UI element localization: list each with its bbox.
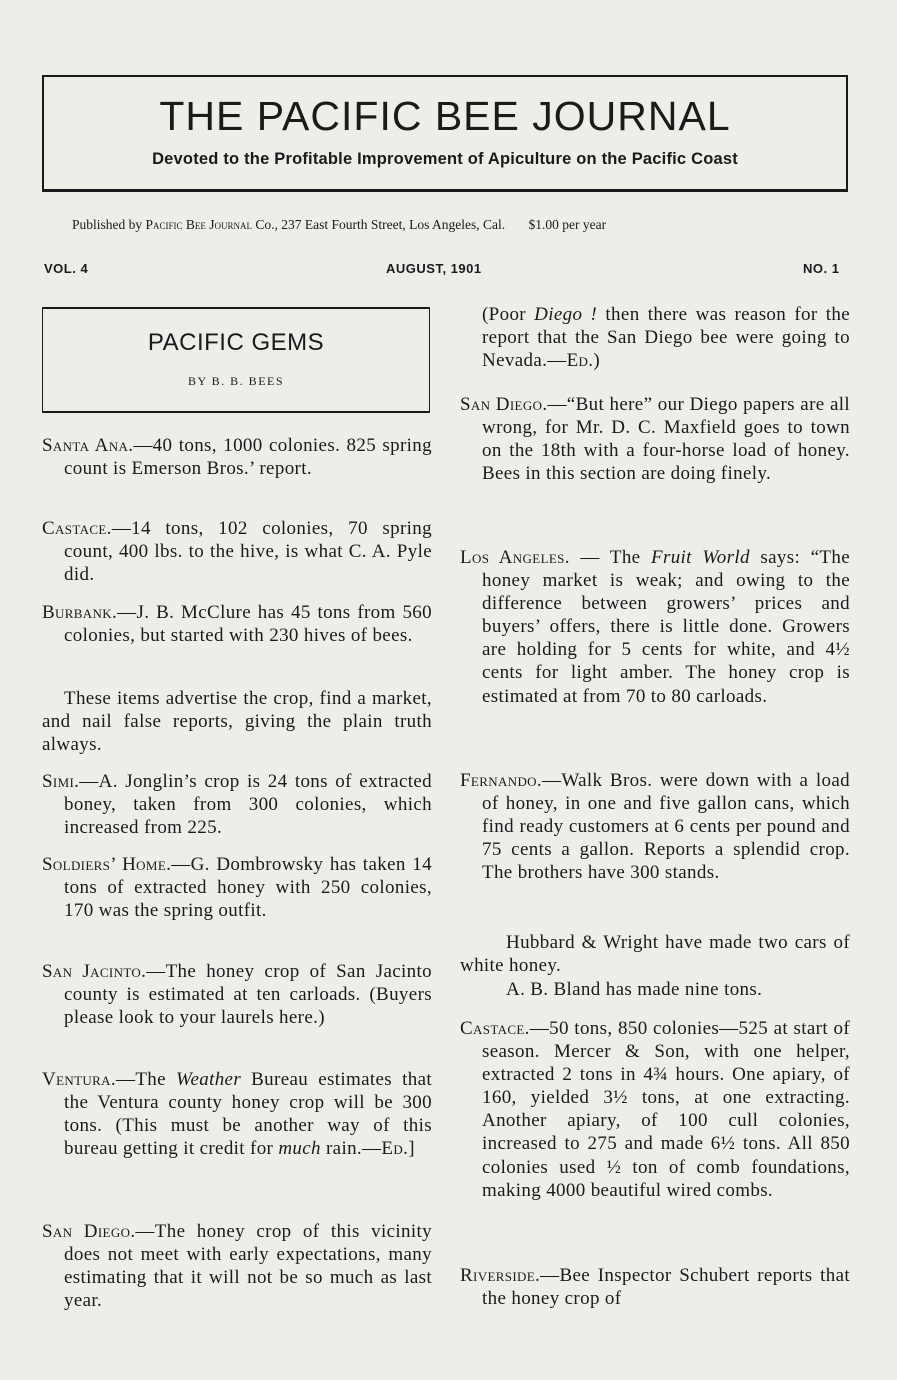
item-text: —J. B. McClure has 45 tons from 560 colonies, but started with 230 hives of bees. [64, 602, 432, 647]
item-place: Castace. [42, 518, 112, 539]
item-emphasis: Weather [176, 1069, 242, 1090]
issue-number: NO. 1 [803, 261, 840, 276]
subscription-price: $1.00 per year [528, 217, 607, 232]
item-los-angeles [460, 546, 850, 708]
item-place: Burbank. [42, 602, 118, 623]
item-burbank [42, 601, 432, 647]
item-emphasis: Diego ! [534, 304, 598, 325]
journal-title: THE PACIFIC BEE JOURNAL [159, 93, 731, 139]
item-fernando-note-2: A. B. Bland has made nine tons. [506, 979, 763, 1000]
item-text: (Poor [482, 304, 535, 325]
item-text: then there was reason for the report that the San Diego bee were going to Nevada.— [482, 304, 850, 372]
volume-number: VOL. 4 [44, 261, 89, 276]
item-text: ) [593, 350, 601, 372]
item-text: Bureau estimates that the Ventura county honey crop will be 300 tons. (This must be another way of this bureau getting it credit for [64, 1069, 432, 1160]
item-text: —Bee Inspector Schubert reports that the honey crop of [482, 1265, 850, 1310]
item-place: Fernando. [460, 770, 543, 791]
item-text: —14 tons, 102 colonies, 70 spring count, 400 lbs. to the hive, is what C. A. Pyle did. [64, 518, 432, 586]
item-castace-2 [460, 1017, 850, 1202]
item-text: —The honey crop of this vicinity does not meet with early expectations, many estimating that it will not be so much as last year. [64, 1221, 432, 1312]
publisher-name: Pacific Bee Journal [145, 217, 253, 232]
editor-mark: Ed. [381, 1138, 409, 1160]
item-san-diego [42, 1220, 432, 1312]
section-heading: PACIFIC GEMS [147, 329, 325, 356]
item-text: ] [408, 1138, 415, 1160]
item-text: —G. Dombrowsky has taken 14 tons of extracted honey with 250 colonies, 170 was the spring outfit. [64, 854, 432, 922]
section-byline: BY B. B. BEES [187, 374, 285, 388]
item-place: Los Angeles. [460, 547, 570, 568]
item-place: Santa Ana. [42, 435, 134, 456]
item-emphasis: Fruit World [651, 547, 750, 568]
item-text: —50 tons, 850 colonies—525 at start of season. Mercer & Son, with one helper, extracted 2 tons in 4¾ hours. One apiary, of 160, yielded 3½ tons, at one extracting. Another apiary, of 100 cull colonies, increased to 275 and made 6½ tons. All 850 colonies used ½ ton of comb foundations, making 4000 beautiful wired combs. [482, 1018, 850, 1201]
item-place: Riverside. [460, 1265, 541, 1286]
item-castace [42, 517, 432, 586]
item-santa-ana [42, 434, 432, 480]
item-text: —A. Jonglin’s crop is 24 tons of extracted boney, taken from 300 colonies, which increased from 225. [64, 771, 432, 839]
item-place: Soldiers’ Home. [42, 854, 172, 875]
item-place: Simi. [42, 771, 80, 792]
item-soldiers-home [42, 853, 432, 922]
item-san-jacinto [42, 960, 432, 1029]
item-fernando [460, 769, 850, 884]
item-text: —The [116, 1069, 177, 1090]
item-simi [42, 770, 432, 839]
item-ventura [42, 1068, 432, 1160]
item-text: —Walk Bros. were down with a load of honey, in one and five gallon cans, which find ready customers at 6 cents per pound and 75 cents a gallon. Reports a splendid crop. The brothers have 300 stands. [482, 770, 850, 884]
publisher-line [72, 217, 832, 233]
item-text: —“But here” our Diego papers are all wrong, for Mr. D. C. Maxfield goes to town on the 18th with a four-horse load of honey. Bees in this section are doing finely. [482, 394, 850, 485]
editor-mark: Ed. [566, 350, 594, 372]
item-text: —The honey crop of San Jacinto county is estimated at ten carloads. (Buyers please look to your laurels here.) [64, 961, 432, 1029]
journal-tagline: Devoted to the Profitable Improvement of Apiculture on the Pacific Coast [152, 150, 738, 168]
published-prefix: Published by [72, 217, 143, 232]
item-place: San Diego. [42, 1221, 136, 1242]
issue-date: AUGUST, 1901 [386, 261, 482, 276]
item-text: says: “The honey market is weak; and owing to the difference between growers’ prices and buyers’ offers, there is little done. Growers are holding for 5 cents for white, and 4½ cents for light amber. The honey crop is estimated at from 70 to 80 carloads. [482, 547, 850, 707]
masthead [42, 75, 848, 192]
item-place: San Jacinto. [42, 961, 147, 982]
item-emphasis: much [278, 1138, 321, 1160]
editorial-note: These items advertise the crop, find a market, and nail false reports, giving the plain truth always. [42, 688, 432, 756]
publisher-address: Co., 237 East Fourth Street, Los Angeles, Cal. [255, 217, 506, 232]
section-header-box [42, 307, 430, 413]
item-place: San Diego. [460, 394, 548, 415]
item-text: — The [569, 547, 651, 568]
item-san-diego-2 [460, 393, 850, 485]
item-place: Ventura. [42, 1069, 116, 1090]
item-place: Castace. [460, 1018, 530, 1039]
item-san-diego-continued [460, 303, 850, 372]
item-fernando-note-1: Hubbard & Wright have made two cars of white honey. [460, 932, 850, 977]
item-riverside [460, 1264, 850, 1310]
item-text: —40 tons, 1000 colonies. 825 spring count is Emerson Bros.’ report. [64, 435, 432, 480]
item-text: rain.— [320, 1138, 382, 1160]
